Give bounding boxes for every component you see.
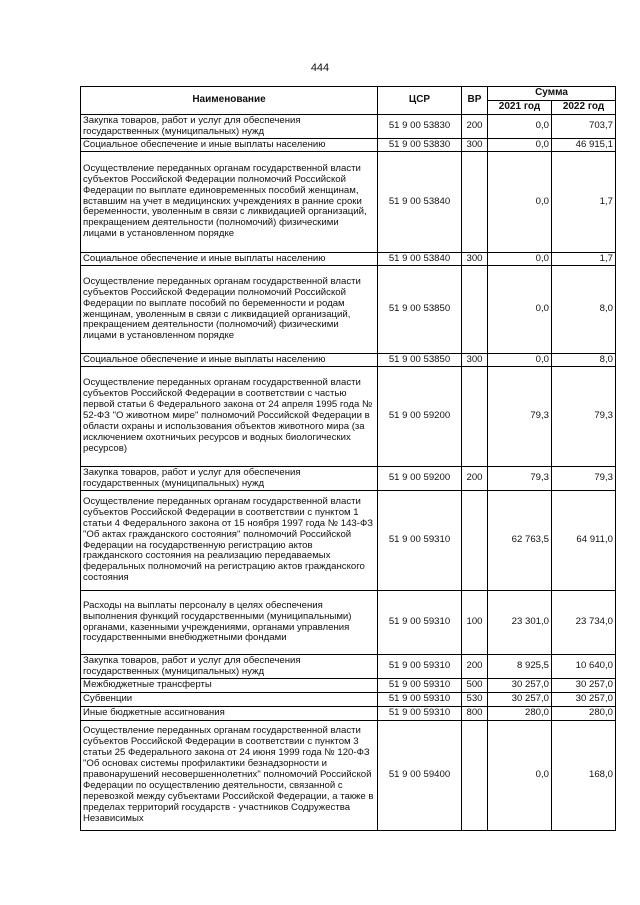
row-name: Осуществление переданных органам государственной власти субъектов Российской Федерации в соответствии с пунктом 1 статьи 4 Федерального закона от 15 ноября 1997 года № 143-ФЗ "Об актах гражданского состояния" полномочий Российской Федерации на государственную регистрацию актов гражданского состояния на реализацию передаваемых федеральных полномочий на регистрацию актов гражданского состояния — [81, 491, 378, 591]
row-amount-2021: 8 925,5 — [488, 655, 552, 679]
row-amount-2021: 23 301,0 — [488, 591, 552, 655]
row-vr: 200 — [462, 467, 488, 491]
header-name: Наименование — [81, 87, 378, 115]
row-csr: 51 9 00 59310 — [378, 707, 462, 721]
table-row — [81, 693, 616, 707]
table-row — [81, 253, 616, 266]
row-amount-2021: 0,0 — [488, 152, 552, 253]
row-amount-2022: 79,3 — [552, 367, 616, 467]
row-name: Осуществление переданных органам государственной власти субъектов Российской Федерации в соответствии с частью первой статьи 6 Федерального закона от 24 апреля 1995 года № 52-ФЗ "О животном мире" полномочий Российской Федерации в области охраны и использования объектов животного мира (за исключением охотничьих ресурсов и водных биологических ресурсов) — [81, 367, 378, 467]
row-amount-2022: 30 257,0 — [552, 679, 616, 693]
table-row — [81, 467, 616, 491]
row-amount-2021: 79,3 — [488, 467, 552, 491]
row-amount-2021: 0,0 — [488, 266, 552, 354]
row-name: Социальное обеспечение и иные выплаты населению — [81, 139, 378, 152]
row-name: Осуществление переданных органам государственной власти субъектов Российской Федерации в соответствии с пунктом 3 статьи 25 Федерального закона от 24 июня 1999 года № 120-ФЗ "Об основах системы профилактики безнадзорности и правонарушений несовершеннолетних" полномочий Российской Федерации по осуществлению деятельности, связанной с перевозкой между субъектами Российской Федерации, а также в пределах территорий государств - участников Содружества Независимых — [81, 721, 378, 831]
table-row — [81, 679, 616, 693]
row-name: Закупка товаров, работ и услуг для обеспечения государственных (муниципальных) нужд — [81, 467, 378, 491]
header-vr: ВР — [462, 87, 488, 115]
row-vr: 300 — [462, 354, 488, 367]
table-row — [81, 152, 616, 253]
row-csr: 51 9 00 59310 — [378, 491, 462, 591]
row-amount-2022: 79,3 — [552, 467, 616, 491]
row-amount-2021: 30 257,0 — [488, 679, 552, 693]
row-vr: 500 — [462, 679, 488, 693]
row-amount-2022: 8,0 — [552, 354, 616, 367]
header-year-2021: 2021 год — [488, 101, 552, 115]
budget-table — [80, 86, 616, 831]
row-vr — [462, 367, 488, 467]
row-csr: 51 9 00 59310 — [378, 693, 462, 707]
row-name: Закупка товаров, работ и услуг для обеспечения государственных (муниципальных) нужд — [81, 115, 378, 139]
row-vr — [462, 152, 488, 253]
row-name: Иные бюджетные ассигнования — [81, 707, 378, 721]
row-csr: 51 9 00 59310 — [378, 655, 462, 679]
row-amount-2021: 0,0 — [488, 721, 552, 831]
row-name: Межбюджетные трансферты — [81, 679, 378, 693]
row-csr: 51 9 00 53830 — [378, 115, 462, 139]
row-amount-2022: 10 640,0 — [552, 655, 616, 679]
row-amount-2021: 62 763,5 — [488, 491, 552, 591]
row-amount-2022: 1,7 — [552, 152, 616, 253]
row-vr: 300 — [462, 253, 488, 266]
row-csr: 51 9 00 59400 — [378, 721, 462, 831]
table-row — [81, 721, 616, 831]
row-amount-2022: 30 257,0 — [552, 693, 616, 707]
row-vr: 100 — [462, 591, 488, 655]
row-name: Субвенции — [81, 693, 378, 707]
row-csr: 51 9 00 53840 — [378, 152, 462, 253]
row-amount-2022: 168,0 — [552, 721, 616, 831]
row-amount-2022: 280,0 — [552, 707, 616, 721]
header-csr: ЦСР — [378, 87, 462, 115]
row-amount-2022: 8,0 — [552, 266, 616, 354]
table-row — [81, 139, 616, 152]
row-amount-2022: 703,7 — [552, 115, 616, 139]
row-amount-2021: 30 257,0 — [488, 693, 552, 707]
row-amount-2021: 0,0 — [488, 115, 552, 139]
row-amount-2021: 0,0 — [488, 253, 552, 266]
row-csr: 51 9 00 59200 — [378, 367, 462, 467]
table-header — [81, 87, 616, 115]
row-name: Осуществление переданных органам государственной власти субъектов Российской Федерации полномочий Российской Федерации по выплате единовременных пособий женщинам, вставшим на учет в медицинских учреждениях в ранние сроки беременности, уволенным в связи с ликвидацией организаций, прекращением деятельности (полномочий) физическими лицами в установленном порядке — [81, 152, 378, 253]
row-name: Расходы на выплаты персоналу в целях обеспечения выполнения функций государственными (муниципальными) органами, казенными учреждениями, органами управления государственными внебюджетными фондами — [81, 591, 378, 655]
row-name: Закупка товаров, работ и услуг для обеспечения государственных (муниципальных) нужд — [81, 655, 378, 679]
row-amount-2021: 0,0 — [488, 139, 552, 152]
row-csr: 51 9 00 53850 — [378, 354, 462, 367]
row-csr: 51 9 00 59200 — [378, 467, 462, 491]
row-amount-2021: 79,3 — [488, 367, 552, 467]
table-row — [81, 707, 616, 721]
row-amount-2022: 64 911,0 — [552, 491, 616, 591]
row-vr: 300 — [462, 139, 488, 152]
row-csr: 51 9 00 59310 — [378, 591, 462, 655]
table-row — [81, 655, 616, 679]
row-amount-2021: 280,0 — [488, 707, 552, 721]
header-year-2022: 2022 год — [552, 101, 616, 115]
table-row — [81, 354, 616, 367]
row-amount-2022: 23 734,0 — [552, 591, 616, 655]
row-csr: 51 9 00 59310 — [378, 679, 462, 693]
row-csr: 51 9 00 53840 — [378, 253, 462, 266]
table-row — [81, 266, 616, 354]
page-number: 444 — [310, 62, 330, 74]
row-name: Социальное обеспечение и иные выплаты населению — [81, 354, 378, 367]
row-vr — [462, 491, 488, 591]
row-csr: 51 9 00 53850 — [378, 266, 462, 354]
row-amount-2021: 0,0 — [488, 354, 552, 367]
row-vr: 200 — [462, 115, 488, 139]
row-name: Социальное обеспечение и иные выплаты населению — [81, 253, 378, 266]
row-amount-2022: 1,7 — [552, 253, 616, 266]
table-body — [81, 115, 616, 831]
header-sum: Сумма — [488, 87, 616, 101]
row-vr: 800 — [462, 707, 488, 721]
table-row — [81, 491, 616, 591]
row-vr — [462, 266, 488, 354]
row-amount-2022: 46 915,1 — [552, 139, 616, 152]
row-csr: 51 9 00 53830 — [378, 139, 462, 152]
row-name: Осуществление переданных органам государственной власти субъектов Российской Федерации полномочий Российской Федерации по выплате пособий по беременности и родам женщинам, уволенным в связи с ликвидацией организаций, прекращением деятельности (полномочий) физическими лицами в установленном порядке — [81, 266, 378, 354]
table-row — [81, 367, 616, 467]
table-row — [81, 591, 616, 655]
table-row — [81, 115, 616, 139]
row-vr: 530 — [462, 693, 488, 707]
row-vr — [462, 721, 488, 831]
row-vr: 200 — [462, 655, 488, 679]
